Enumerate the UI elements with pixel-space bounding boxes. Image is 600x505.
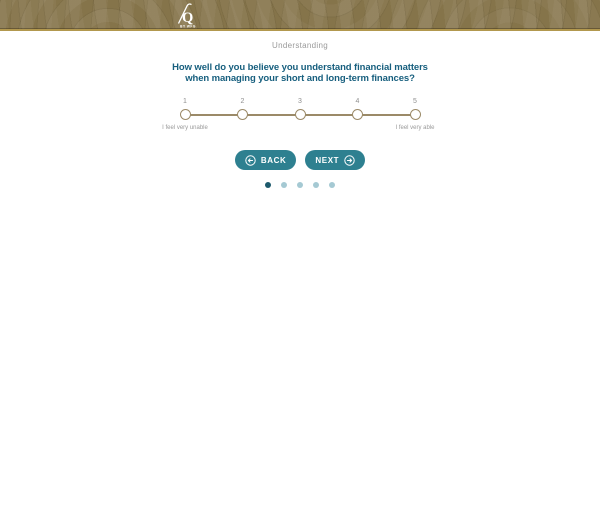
scale-number: 4 — [355, 98, 360, 105]
question-title — [0, 62, 600, 84]
scale-option-4 — [352, 97, 364, 120]
survey-main — [0, 41, 600, 188]
back-button-label: BACK — [260, 155, 287, 165]
scale-number: 3 — [298, 98, 302, 105]
scale-option-5 — [409, 97, 421, 120]
pagination-dot-5[interactable] — [329, 182, 335, 188]
question-line-1: How well do you believe you understand financial matters — [172, 62, 428, 73]
scale-min-label: I feel very unable — [162, 125, 208, 131]
fiq-logo-icon — [171, 3, 203, 29]
scale-number: 1 — [183, 98, 187, 105]
scale-radio-5[interactable] — [410, 109, 421, 120]
scale-number: 5 — [413, 98, 417, 105]
pagination-dot-4[interactable] — [313, 182, 319, 188]
scale-number: 2 — [240, 98, 245, 105]
back-arrow-icon — [245, 155, 256, 166]
scale-radio-2[interactable] — [237, 109, 248, 120]
pagination-dots — [0, 182, 600, 188]
question-line-2: when managing your short and long-term finances? — [185, 73, 415, 84]
pagination-dot-2[interactable] — [281, 182, 287, 188]
scale-radio-4[interactable] — [352, 109, 363, 120]
scale-radio-1[interactable] — [180, 109, 191, 120]
back-button[interactable] — [235, 150, 297, 170]
rating-scale — [162, 97, 435, 133]
section-label: Understanding — [272, 41, 328, 50]
pagination-dot-3[interactable] — [297, 182, 303, 188]
nav-buttons — [0, 150, 600, 170]
scale-option-2 — [237, 97, 249, 120]
pagination-dot-1[interactable] — [265, 182, 271, 188]
header-banner — [0, 0, 600, 31]
next-button-label: NEXT — [315, 155, 340, 165]
scale-radio-3[interactable] — [295, 109, 306, 120]
next-button[interactable] — [305, 150, 365, 170]
fiq-logo — [170, 3, 204, 34]
scale-option-1 — [179, 97, 191, 120]
scale-option-3 — [294, 97, 306, 120]
logo-sub-text: BY WFG — [180, 24, 196, 29]
scale-max-label: I feel very able — [395, 125, 435, 131]
next-arrow-icon — [344, 155, 355, 166]
logo-main-text: Q — [182, 10, 194, 26]
